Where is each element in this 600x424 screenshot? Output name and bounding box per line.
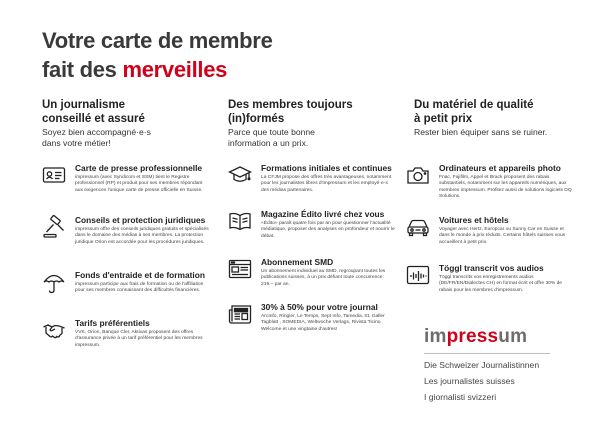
column-journalism: [42, 98, 207, 149]
logo-prefix: im: [424, 326, 447, 347]
column-title-line-2: à petit prix: [414, 113, 473, 125]
benefit-description: impressum offre des conseils juridiques gratuits et spécialisés dans le domaine des médias à ses membres. La protection juridique Orion est accordée pour les procédures juridiques.: [75, 227, 209, 245]
benefit-description: impressum participe aux frais de formation ou de l'affiliation pour ses membres connaissant des difficultés financières.: [75, 282, 204, 294]
column-title-line-1: Un journalisme: [42, 99, 126, 111]
benefit-title: 30% à 50% pour votre journal: [261, 302, 378, 312]
benefit-title: Carte de presse professionnelle: [75, 163, 203, 173]
benefit-description: Un abonnement individuel au SMD, regroupant toutes les publications suisses, à un prix défiant toute concurrence: 219.– par an.: [261, 269, 386, 287]
column-subtitle: [228, 127, 393, 149]
column-title-line-1: Des membres toujours: [228, 99, 353, 111]
column-title-line-1: Du matériel de qualité: [414, 99, 534, 111]
browser-window-icon: [228, 257, 252, 281]
page-headline: [42, 26, 372, 84]
benefit-title: Conseils et protection juridiques: [75, 215, 206, 225]
id-card-icon: [42, 163, 66, 187]
impressum-logo: [424, 326, 527, 348]
column-information: [228, 98, 393, 149]
column-title-line-2: (in)formés: [228, 113, 285, 125]
column-title: [228, 98, 393, 126]
benefit-description: Voyager avec Hertz, Europcar ou Sunny Car en Suisse et dans le monde à prix réduits. Certains hôtels suisses vous accueillent à petit prix.: [439, 227, 566, 245]
logo-suffix: um: [498, 326, 528, 347]
benefit-description: Töggl transcrits vos enregistrements audios (DE/FR/EN/Dialectes CH) en format écrit et offre 30% de rabais pour les membres d'impressum.: [439, 275, 563, 293]
headline-line-2-prefix: fait des: [42, 57, 123, 82]
benefit-title: Tarifs préférentiels: [75, 318, 150, 328]
benefit-title: Ordinateurs et appareils photo: [439, 163, 561, 173]
logo-highlight: press: [446, 326, 499, 347]
headline-line-2: [42, 55, 372, 84]
headline-line-1: Votre carte de membre: [42, 28, 273, 53]
column-subtitle-line-1: Parce que toute bonne: [228, 127, 315, 137]
tagline-german: Die Schweizer Journalistinnen: [424, 360, 540, 370]
audio-transcription-icon: [406, 263, 430, 287]
handshake-icon: [42, 318, 66, 342]
benefit-title: Voitures et hôtels: [439, 215, 509, 225]
camera-icon: [406, 163, 430, 187]
column-subtitle-line-1: Soyez bien accompagné·e·s: [42, 127, 151, 137]
open-book-icon: [228, 209, 252, 233]
graduation-cap-icon: [228, 163, 252, 187]
column-subtitle: [42, 127, 207, 149]
column-subtitle-line-2: dans votre métier!: [42, 138, 111, 148]
benefit-description: La CFJM propose des offres très avantageuses, notamment pour les journalistes libres d'impressum et les employé·e·s des médias partenaires.: [261, 175, 392, 193]
umbrella-icon: [42, 270, 66, 294]
car-icon: [406, 215, 430, 239]
column-subtitle: [414, 127, 579, 138]
gavel-icon: [42, 215, 66, 239]
benefit-title: Magazine Édito livré chez vous: [261, 209, 385, 219]
column-subtitle-line-2: information a un prix.: [228, 138, 309, 148]
benefit-description: «Édito» paraît quatre fois par an pour questionner l'actualité médiatique, proposer des analyses en profondeur et nourrir le débat.: [261, 221, 395, 239]
column-title-line-2: conseillé et assuré: [42, 113, 145, 125]
benefit-title: Formations initiales et continues: [261, 163, 392, 173]
column-subtitle-line-1: Rester bien équiper sans se ruiner.: [414, 127, 548, 137]
benefit-title: Abonnement SMD: [261, 257, 334, 267]
benefit-description: VVK, Orion, Banque Cler, Aktivas proposent des offres d'assurance privée à un tarif préférentiel pour les membres impressum.: [75, 330, 203, 348]
column-title: [42, 98, 207, 126]
benefit-description: ArcInfo, Ringier, Le Temps, Sept Info, Tamedia, St. Galler Tagblatt , SOMEDIA, Weltwoche Verlags, Rivista Ticino Welcome et une vingtaine d'autres!: [261, 314, 385, 332]
benefit-title: Fonds d'entraide et de formation: [75, 270, 205, 280]
logo-divider: [424, 353, 550, 354]
benefit-description: Fnac, Fujifilm, Appel et Brack proposent des rabais substantiels, notamment sur les appareils numériques, aux membres impressum. Profitez aussi de solutions logiciels DQ Solutions.: [439, 175, 572, 200]
benefit-description: impressum (avec Syndicom et SSM) tient le Registre professionnel (RP) et produit pour ses membres répondant aux exigences l'unique carte de presse officielle en Suisse.: [75, 175, 203, 193]
column-equipment: [414, 98, 579, 138]
column-title: [414, 98, 579, 126]
tagline-italian: I giornalisti svizzeri: [424, 392, 497, 402]
benefit-title: Töggl transcrit vos audios: [439, 263, 544, 273]
headline-highlight: merveilles: [122, 57, 228, 82]
tagline-french: Les journalistes suisses: [424, 376, 515, 386]
newspaper-icon: [228, 302, 252, 326]
